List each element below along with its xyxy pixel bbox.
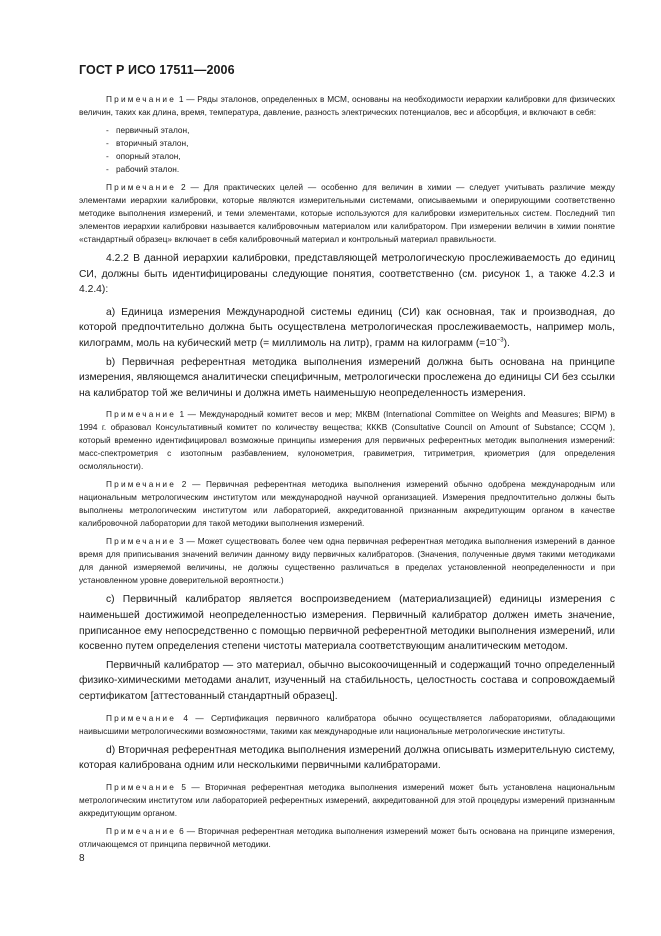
note-text: — Сертификация первичного калибратора обычно осуществляется лабораториями, обладающими наивысшими метрологическими возможностями, такими как международные или национальные метрологические институты. (79, 712, 615, 736)
note-b-3 (79, 535, 615, 587)
note-number: 2 (181, 479, 187, 490)
note-number: 1 (179, 409, 185, 420)
note-b-2 (79, 478, 615, 530)
note-label: Примечание (106, 536, 177, 547)
superscript-exponent: −3 (496, 337, 504, 344)
note-number: 6 (179, 825, 184, 836)
section-4-2-2: 4.2.2 В данной иерархии калибровки, представляющей метрологическую прослеживаемость до единиц СИ, должны быть идентифицированы следующие понятия, соответственно (см. рисунок 1, а также 4.2.3 и 4.2.4): (79, 253, 615, 296)
note-number: 4 (183, 712, 188, 723)
note-number: 1 (178, 94, 184, 104)
note-number: 2 (180, 182, 186, 192)
item-c: c) Первичный калибратор является воспроизведением (материализацией) единицы измерения с наименьшей достижимой неопределенностью измерения. Первичный калибратор должен иметь значение, приписанное ему непосредственно с помощью первичной референтной методики выполнения измерений, или косвенно путем определения степени чистоты материала соответствующим аналитическим методом. (79, 594, 615, 653)
note-2-top (79, 181, 615, 246)
note-text: — Международный комитет весов и мер; МКВМ (International Committee on Weights and Measures; BIPM) в 1994 г. образовал Консультативный комитет по количеству вещества; ККKB (Consultative Council on Amount of Substance; CCQM ), который временно идентифицировал возможные принципы измерения для первичных референтных методик выполнения измерений: масс-спектрометрия с изотопным разбавлением, кулонометрия, гравиметрия, титриметрия, криометрия (для определения осмоляльности). (79, 409, 616, 472)
document-header: ГОСТ Р ИСО 17511—2006 (79, 63, 235, 77)
note-1-top (79, 93, 615, 119)
list-item: - опорный эталон, (106, 151, 181, 161)
list-item: - первичный эталон, (106, 125, 190, 135)
list-item: - вторичный эталон, (106, 138, 189, 148)
item-b: b) Первичная референтная методика выполнения измерений должна быть основана на принципе измерения, являющемся аналитически специфичным, метрологически прослежена до единицы СИ без ссылки на калибратор той же величины и должна иметь наименьшую неопределенность измерения. (79, 356, 615, 399)
note-c-4 (79, 712, 615, 738)
note-d-6 (79, 825, 615, 851)
etalon-list (79, 124, 615, 176)
note-d-5 (79, 781, 615, 820)
note-label: Примечание (106, 825, 177, 836)
page-number: 8 (79, 853, 85, 864)
page-content (79, 93, 615, 856)
note-text: — Вторичная референтная методика выполнения измерений может быть установлена национальным метрологическим институтом или лабораторией референтных измерений, аккредитованной для этой процедуры измерений признанным аккредитующим органом. (79, 781, 615, 818)
note-text: — Первичная референтная методика выполнения измерений обычно одобрена международным или национальным метрологическим институтом или международной научной организацией. Измерения предпочтительно должны быть выполнены метрологическим институтом или лабораторией, аккредитованной признанным аккредитующим органом в качестве калибровочной лаборатории для такой методики выполнения измерений. (79, 479, 615, 529)
note-label: Примечание (106, 409, 177, 420)
item-d: d) Вторичная референтная методика выполнения измерений должна описывать измерительную систему, которая калибрована одним или несколькими первичными калибраторами. (79, 744, 615, 772)
note-label: Примечание (106, 479, 177, 490)
item-a: a) Единица измерения Международной системы единиц (СИ) как основная, так и производная, до которой предпочтительно должна быть осуществлена метрологическая прослеживаемость, например моль, килограмм, моль на кубический метр (= миллимоль на литр), грамм на килограмм $(=10^{-3})$. (79, 306, 615, 349)
note-number: 5 (181, 781, 187, 792)
note-label: Примечание (106, 781, 177, 792)
note-text: — Вторичная референтная методика выполнения измерений может быть основана на принципе измерения, отличающемся от принципа первичной методики. (79, 825, 615, 849)
list-item: - рабочий эталон. (106, 164, 180, 174)
note-number: 3 (178, 536, 184, 547)
note-text: — Может существовать более чем одна первичная референтная методика выполнения измерений в данное время для приписывания значений величин данному виду первичных калибраторов. (Значения, полученные двумя такими методиками для данной измеряемой величины, не должны существенно различаться в пределах установленной неопределенности и при установленном уровне доверительной вероятности.) (79, 536, 615, 586)
note-label: Примечание (106, 182, 177, 192)
note-text: — Для практических целей — особенно для величин в химии — следует учитывать различие между элементами иерархии калибровки, которые являются измерительными системами, описываемыми и оперирующими соответственно методике выполнения измерений, и теми элементами, которые используются для калибровки измерительных систем. Последний тип элементов иерархии калибровки называется калибровочным материалом или калибратором. При измерении величин в химии понятие «стандартный образец» включает в себя калибровочный материал и контрольный материал правильности. (79, 182, 615, 244)
note-b-1 (79, 408, 615, 473)
paragraph-primary-calibrator: Первичный калибратор — это материал, обычно высокоочищенный и содержащий точно определенный физико-химическими методами аналит, изученный на стабильность, целостность состава и сопровождаемый сертификатом [аттестованный стандартный образец]. (79, 659, 615, 702)
note-text: — Ряды эталонов, определенных в МСМ, основаны на необходимости иерархии калибровки для физических величин, таких как длина, время, температура, давление, разность электрических потенциалов, вес и абсорбция, и включают в себя: (79, 94, 615, 117)
note-label: Примечание (106, 94, 177, 104)
note-label: Примечание (106, 712, 177, 723)
